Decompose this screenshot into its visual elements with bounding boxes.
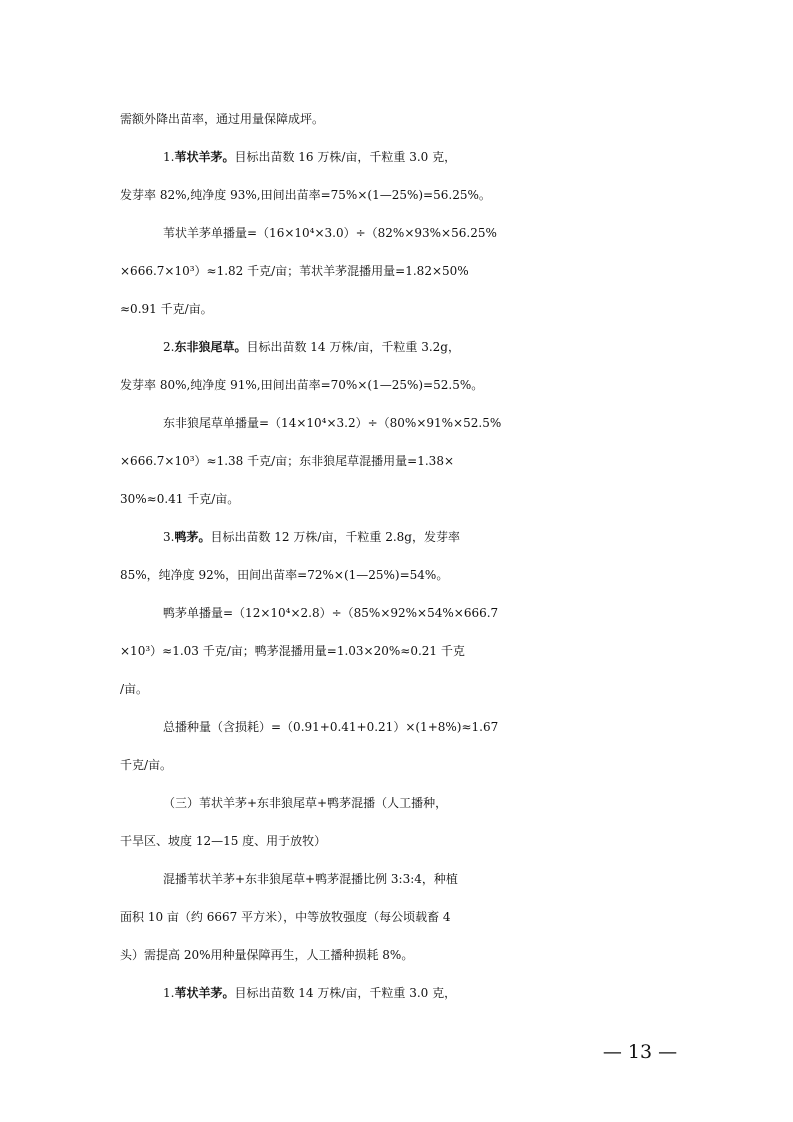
- formula-line: ×666.7×10³）≈1.82 千克/亩；苇状羊茅混播用量=1.82×50%: [120, 264, 469, 278]
- section-heading: 1.苇状羊茅。目标出苗数 14 万株/亩，千粒重 3.0 克，: [163, 986, 457, 1000]
- text-line: 发芽率 82%,纯净度 93%,田间出苗率=75%×(1—25%)=56.25%。: [120, 188, 491, 202]
- page-number: — 13 —: [602, 1041, 678, 1063]
- total-line: 千克/亩。: [120, 758, 173, 772]
- text-line: 头）需提高 20%用种量保障再生，人工播种损耗 8%。: [120, 948, 414, 962]
- text-line: 面积 10 亩（约 6667 平方米），中等放牧强度（每公顷载畜 4: [120, 910, 451, 924]
- text-line: 需额外降出苗率，通过用量保障成坪。: [120, 112, 325, 126]
- formula-line: 鸭茅单播量=（12×10⁴×2.8）÷（85%×92%×54%×666.7: [163, 606, 499, 620]
- formula-line: ≈0.91 千克/亩。: [120, 302, 213, 316]
- text-line: 85%，纯净度 92%，田间出苗率=72%×(1—25%)=54%。: [120, 568, 449, 582]
- text-line: 混播苇状羊茅+东非狼尾草+鸭茅混播比例 3:3:4，种植: [163, 872, 458, 886]
- section-heading: 2.东非狼尾草。目标出苗数 14 万株/亩，千粒重 3.2g，: [163, 340, 460, 354]
- subsection-heading: 干旱区、坡度 12—15 度、用于放牧）: [120, 834, 327, 848]
- total-line: 总播种量（含损耗）=（0.91+0.41+0.21）×(1+8%)≈1.67: [163, 720, 499, 734]
- formula-line: 苇状羊茅单播量=（16×10⁴×3.0）÷（82%×93%×56.25%: [163, 226, 497, 240]
- section-heading: 1.苇状羊茅。目标出苗数 16 万株/亩，千粒重 3.0 克，: [163, 150, 457, 164]
- subsection-heading: （三）苇状羊茅+东非狼尾草+鸭茅混播（人工播种，: [163, 796, 448, 810]
- formula-line: 30%≈0.41 千克/亩。: [120, 492, 240, 506]
- section-heading: 3.鸭茅。目标出苗数 12 万株/亩，千粒重 2.8g，发芽率: [163, 530, 460, 544]
- text-line: 发芽率 80%,纯净度 91%,田间出苗率=70%×(1—25%)=52.5%。: [120, 378, 484, 392]
- formula-line: 东非狼尾草单播量=（14×10⁴×3.2）÷（80%×91%×52.5%: [163, 416, 502, 430]
- formula-line: /亩。: [120, 682, 149, 696]
- formula-line: ×666.7×10³）≈1.38 千克/亩；东非狼尾草混播用量=1.38×: [120, 454, 455, 468]
- formula-line: ×10³）≈1.03 千克/亩；鸭茅混播用量=1.03×20%≈0.21 千克: [120, 644, 465, 658]
